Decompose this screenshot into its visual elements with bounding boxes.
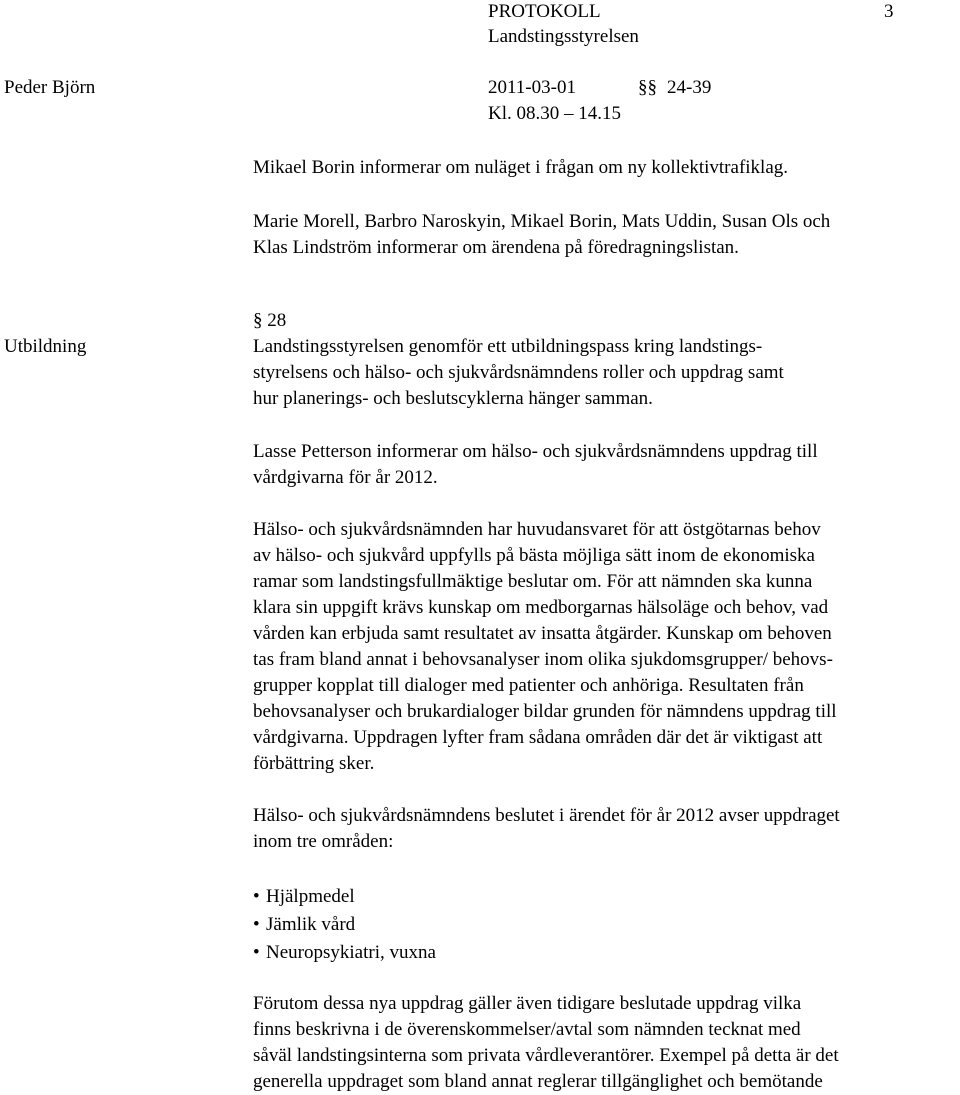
section-symbol: § [253, 310, 263, 331]
meeting-date: 2011-03-01 [488, 77, 576, 98]
text-line: Klas Lindström informerar om ärendena på föredragningslistan. [253, 237, 739, 258]
section-paragraph-2 [253, 439, 958, 491]
text-line: hur planerings- och beslutscyklerna hänger samman. [253, 388, 653, 409]
bullet-icon: • [253, 886, 260, 907]
sections-range-symbol: §§ [638, 77, 657, 98]
text-line: av hälso- och sjukvård uppfylls på bästa möjliga sätt inom de ekonomiska [253, 545, 815, 566]
section-paragraph-3 [253, 517, 958, 777]
text-line: Förutom dessa nya uppdrag gäller även tidigare beslutade uppdrag vilka [253, 993, 802, 1014]
focus-areas-list [253, 883, 436, 967]
text-line: grupper kopplat till dialoger med patienter och anhöriga. Resultaten från [253, 675, 804, 696]
sections-range: 24-39 [667, 77, 712, 98]
text-line: Marie Morell, Barbro Naroskyin, Mikael Borin, Mats Uddin, Susan Ols och [253, 211, 831, 232]
text-line: behovsanalyser och brukardialoger bildar grunden för nämndens uppdrag till [253, 701, 837, 722]
intro-paragraph-2 [253, 209, 958, 261]
text-line: Hälso- och sjukvårdsnämndens beslutet i ärendet för år 2012 avser uppdraget [253, 805, 840, 826]
signatory-name: Peder Björn [4, 77, 96, 98]
list-item: • Neuropsykiatri, vuxna [253, 939, 436, 967]
document-type: PROTOKOLL [488, 1, 601, 22]
text-line: Mikael Borin informerar om nuläget i frågan om ny kollektivtrafiklag. [253, 157, 789, 178]
text-line: vårdgivarna. Uppdragen lyfter fram sådana områden där det är viktigast att [253, 727, 823, 748]
list-item: • Hjälpmedel [253, 883, 436, 911]
section-paragraph-1 [253, 334, 958, 412]
text-line: vårdgivarna för år 2012. [253, 467, 438, 488]
bullet-icon: • [253, 942, 260, 963]
bullet-icon: • [253, 914, 260, 935]
text-line: såväl landstingsinterna som privata vårdleverantörer. Exempel på detta är det [253, 1045, 839, 1066]
page-number: 3 [884, 1, 894, 22]
text-line: generella uppdraget som bland annat reglerar tillgänglighet och bemötande [253, 1071, 823, 1092]
section-number [253, 308, 286, 334]
text-line: styrelsens och hälso- och sjukvårdsnämndens roller och uppdrag samt [253, 362, 784, 383]
list-item: • Jämlik vård [253, 911, 436, 939]
section-heading: Utbildning [4, 336, 87, 357]
text-line: ramar som landstingsfullmäktige beslutar om. För att nämnden ska kunna [253, 571, 813, 592]
text-line: klara sin uppgift krävs kunskap om medborgarnas hälsoläge och behov, vad [253, 597, 829, 618]
text-line: finns beskrivna i de överenskommelser/avtal som nämnden tecknat med [253, 1019, 801, 1040]
meeting-time: Kl. 08.30 – 14.15 [488, 103, 621, 124]
section-paragraph-5 [253, 991, 958, 1095]
text-line: förbättring sker. [253, 753, 375, 774]
intro-paragraph-1 [253, 155, 958, 181]
text-line: tas fram bland annat i behovsanalyser inom olika sjukdomsgrupper/ behovs- [253, 649, 833, 670]
text-line: vården kan erbjuda samt resultatet av insatta åtgärder. Kunskap om behoven [253, 623, 832, 644]
section-paragraph-4 [253, 803, 958, 855]
text-line: Lasse Petterson informerar om hälso- och sjukvårdsnämndens uppdrag till [253, 441, 818, 462]
text-line: Hälso- och sjukvårdsnämnden har huvudansvaret för att östgötarnas behov [253, 519, 821, 540]
text-line: Landstingsstyrelsen genomför ett utbildningspass kring landstings- [253, 336, 763, 357]
text-line: inom tre områden: [253, 831, 394, 852]
section-number-value: 28 [267, 310, 287, 331]
organization-name: Landstingsstyrelsen [488, 26, 639, 47]
